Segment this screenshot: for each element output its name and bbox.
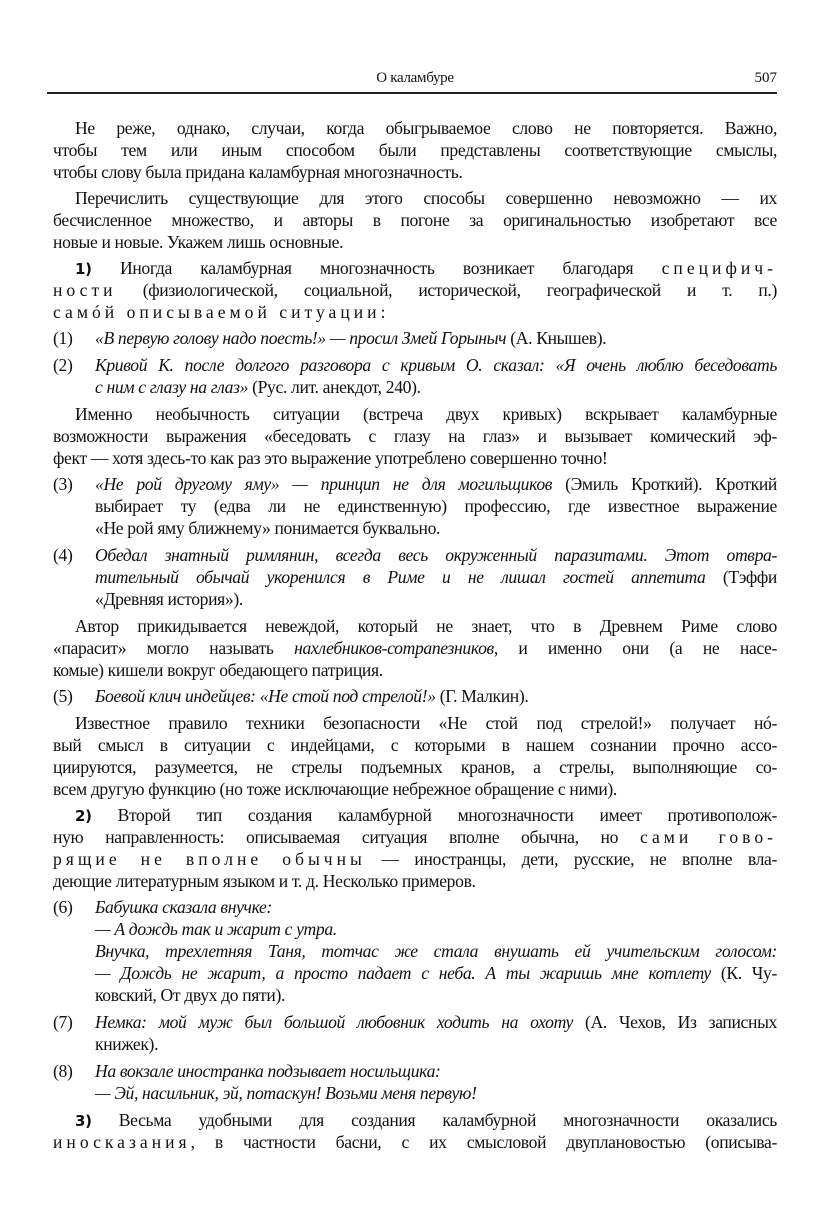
example-quote: — А дождь так и жарит с утра. — [95, 919, 337, 939]
text-line — [53, 848, 777, 870]
example-number: (2) — [53, 355, 73, 375]
spaced-term: специфич- — [661, 258, 777, 278]
text-span: Весьма удобными для создания каламбурной многозначности оказались — [91, 1110, 777, 1130]
paragraph-2 — [53, 187, 777, 253]
header-rule — [47, 92, 777, 94]
example-source: (Рус. лит. анекдот, 240). — [248, 377, 421, 397]
section-number: 1) — [75, 260, 92, 278]
text-line — [53, 257, 777, 279]
example-quote: — Эй, насильник, эй, потаскун! Возьми меня первую! — [95, 1083, 477, 1103]
example-quote: тительный обычай укоренился в Риме и не лишал гостей аппетита — [95, 567, 706, 587]
example-quote: Немка: мой муж был большой любовник ходить на охоту — [95, 1012, 574, 1032]
example-number: (8) — [53, 1061, 73, 1081]
example-quote: Внучка, трехлетняя Таня, тотчас же стала внушать ей учительским голосом: — [95, 941, 777, 961]
text-line: чтобы слову была придана каламбурная многозначность. — [53, 162, 463, 182]
text-line: фект — хотя здесь-то как раз это выражение употреблено совершенно точно! — [53, 448, 608, 468]
text-line — [95, 327, 777, 349]
text-line: «Не рой яму ближнему» понимается буквально. — [95, 518, 441, 538]
text-span: : — [380, 302, 386, 322]
example-quote: На вокзале иностранка подзывает носильщика: — [95, 1061, 441, 1081]
example-quote: — Дождь не жарит, а просто падает с неба. А ты жаришь мне котлету — [95, 963, 711, 983]
example-7 — [53, 1011, 777, 1055]
text-line: выбирает ту (едва ли не единственную) профессию, где известное выражение — [95, 496, 777, 516]
text-span: , и именно они (а не насе- — [493, 638, 777, 658]
spaced-term: самóй описываемой ситуации — [53, 302, 381, 322]
text-line — [53, 637, 777, 659]
example-number: (1) — [53, 328, 73, 348]
text-line: Автор прикидывается невеждой, который не знает, что в Древнем Риме слово — [75, 616, 777, 636]
spaced-term: ности — [53, 280, 117, 300]
text-line — [53, 826, 777, 848]
italic-term: нахлебников-сотрапезников — [294, 638, 494, 658]
section-number: 3) — [75, 1112, 92, 1130]
text-line: бесчисленное множество, и авторы в погоне за оригинальностью изобретают все — [53, 210, 777, 230]
example-source: (А. Чехов, Из записных — [573, 1012, 777, 1032]
example-1 — [53, 327, 777, 349]
text-line: возможности выражения «беседовать с глазу на глаз» и вызывает комический эф- — [53, 426, 777, 446]
text-line: Не реже, однако, случаи, когда обыгрываемое слово не повторяется. Важно, — [75, 118, 777, 138]
text-line — [53, 1131, 777, 1153]
section-2 — [53, 804, 777, 892]
example-source: «Древняя история»). — [95, 589, 243, 609]
text-line — [95, 1011, 777, 1033]
text-line — [95, 685, 777, 707]
text-line: всем другую функцию (но тоже исключающие небрежное обращение с ними). — [53, 779, 617, 799]
example-quote: Обедал знатный римлянин, всегда весь окруженный паразитами. Этот отвра- — [95, 545, 777, 565]
text-span: Второй тип создания каламбурной многозначности имеет противополож- — [91, 805, 777, 825]
text-span: (Эмиль Кроткий). Кроткий — [552, 474, 777, 494]
example-8 — [53, 1060, 777, 1104]
text-line — [95, 376, 777, 398]
text-line: деющие литературным языком и т. д. Несколько примеров. — [53, 871, 476, 891]
example-quote: Кривой К. после долгого разговора с кривым О. сказал: «Я очень люблю беседовать — [95, 355, 777, 375]
text-line: циируются, разумеется, не стрелы подъемных кранов, а стрелы, выполняющие со- — [53, 757, 777, 777]
example-source: (А. Кнышев). — [506, 328, 607, 348]
example-5 — [53, 685, 777, 707]
text-line — [53, 279, 777, 301]
page-number: 507 — [754, 70, 777, 86]
text-line: Известное правило техники безопасности «Не стой под стрелой!» получает нó- — [75, 713, 777, 733]
text-span: ную направленность: описываемая ситуация вполне обычна, но — [53, 827, 640, 847]
example-source: ковский, От двух до пяти). — [95, 985, 285, 1005]
text-line: вый смысл в ситуации с индейцами, с которыми в нашем сознании прочно ассо- — [53, 735, 777, 755]
example-number: (6) — [53, 897, 73, 917]
text-line — [95, 962, 777, 984]
example-source: (Г. Малкин). — [435, 686, 529, 706]
text-span: (физиологической, социальной, исторической, географической и т. п.) — [116, 280, 777, 300]
example-3 — [53, 473, 777, 539]
text-span: Иногда каламбурная многозначность возникает благодаря — [91, 258, 662, 278]
page-body — [53, 117, 777, 1157]
text-line — [53, 301, 777, 323]
example-6 — [53, 896, 777, 1006]
spaced-term: иносказания — [53, 1132, 191, 1152]
spaced-term: сами гово- — [639, 827, 777, 847]
text-line: Именно необычность ситуации (встреча двух кривых) вскрывает каламбурные — [75, 404, 777, 424]
example-source: книжек). — [95, 1034, 159, 1054]
section-number: 2) — [75, 807, 92, 825]
text-line — [53, 804, 777, 826]
running-head-title: О каламбуре — [376, 70, 454, 86]
example-quote: с ним с глазу на глаз» — [95, 377, 249, 397]
text-span: «парасит» могло называть — [53, 638, 295, 658]
paragraph-1 — [53, 117, 777, 183]
example-4 — [53, 544, 777, 610]
section-1 — [53, 257, 777, 323]
example-source: (К. Чу- — [710, 963, 777, 983]
section-3 — [53, 1109, 777, 1153]
example-2 — [53, 354, 777, 398]
example-number: (7) — [53, 1012, 73, 1032]
spaced-term: рящие не вполне обычны — [53, 849, 366, 869]
paragraph-4 — [53, 615, 777, 681]
text-span: — иностранцы, дети, русские, не вполне вла- — [365, 849, 777, 869]
example-number: (4) — [53, 545, 73, 565]
example-quote: Бабушка сказала внучке: — [95, 897, 272, 917]
paragraph-5 — [53, 712, 777, 800]
running-head — [53, 70, 777, 90]
example-quote: «Не рой другому яму» — принцип не для могильщиков — [95, 474, 553, 494]
text-line: Перечислить существующие для этого способы совершенно невозможно — их — [75, 188, 777, 208]
text-line — [95, 566, 777, 588]
example-source: (Тэффи — [705, 567, 777, 587]
text-line: комые) кишели вокруг обедающего патриция. — [53, 660, 383, 680]
text-span: , в частности басни, с их смысловой двуплановостью (описыва- — [190, 1132, 777, 1152]
text-line — [95, 473, 777, 495]
example-quote: Боевой клич индейцев: «Не стой под стрелой!» — [95, 686, 436, 706]
example-quote: «В первую голову надо поесть!» — просил Змей Горыныч — [95, 328, 507, 348]
example-number: (3) — [53, 474, 73, 494]
text-line — [53, 1109, 777, 1131]
text-line: новые и новые. Укажем лишь основные. — [53, 232, 344, 252]
paragraph-3 — [53, 403, 777, 469]
example-number: (5) — [53, 686, 73, 706]
text-line: чтобы тем или иным способом были представлены соответствующие смыслы, — [53, 140, 777, 160]
